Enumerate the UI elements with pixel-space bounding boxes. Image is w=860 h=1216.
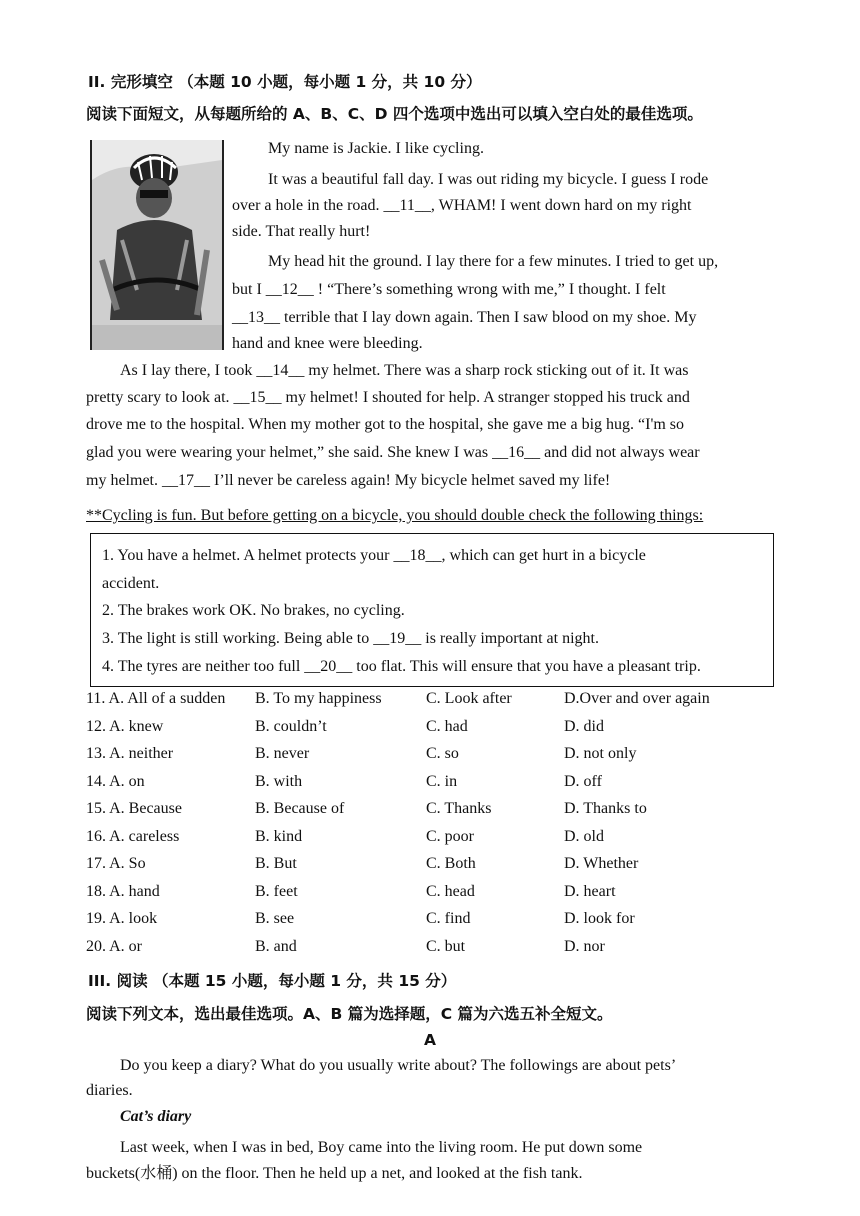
option-b: B. To my happiness — [255, 690, 382, 707]
option-b: B. couldn’t — [255, 717, 327, 735]
passage-line: glad you were wearing your helmet,” she said. She knew I was __16__ and did not always wear — [86, 444, 700, 461]
option-a: 20. A. or — [86, 937, 142, 955]
tips-item: 4. The tyres are neither too full __20__ too flat. This will ensure that you have a pleasant trip. — [102, 658, 701, 675]
passage-line: pretty scary to look at. __15__ my helmet! I shouted for help. A stranger stopped his truck and — [86, 389, 690, 406]
passage-line: My name is Jackie. I like cycling. — [268, 140, 484, 157]
option-a: 17. A. So — [86, 855, 146, 872]
option-b: B. feet — [255, 882, 298, 900]
cyclist-illustration — [92, 140, 222, 350]
option-d: D. Thanks to — [564, 800, 647, 817]
section2-instruction: 阅读下面短文，从每题所给的 A、B、C、D 四个选项中选出可以填入空白处的最佳选项。 — [86, 105, 703, 123]
passage-line: drove me to the hospital. When my mother got to the hospital, she gave me a big hug. “I'm so — [86, 416, 685, 433]
passage-line: It was a beautiful fall day. I was out riding my bicycle. I guess I rode — [268, 171, 709, 188]
option-c: C. poor — [426, 827, 474, 845]
diary-line: buckets(水桶) on the floor. Then he held up a net, and looked at the fish tank. — [86, 1165, 583, 1182]
option-b: B. with — [255, 772, 303, 790]
option-a: 11. A. All of a sudden — [86, 690, 226, 707]
option-b: B. But — [255, 855, 297, 872]
option-d: D.Over and over again — [564, 690, 710, 707]
section2-heading: II. 完形填空 （本题 10 小题，每小题 1 分，共 10 分） — [88, 73, 482, 91]
tips-intro: **Cycling is fun. But before getting on a bicycle, you should double check the following things: — [86, 507, 704, 524]
option-c: C. find — [426, 910, 471, 927]
passage-line: my helmet. __17__ I’ll never be careless again! My bicycle helmet saved my life! — [86, 472, 611, 489]
diary-subtitle: Cat’s diary — [120, 1108, 192, 1125]
cyclist-photo — [90, 140, 224, 350]
passage-line: side. That really hurt! — [232, 223, 371, 240]
option-b: B. kind — [255, 827, 303, 845]
section3-instruction: 阅读下列文本，选出最佳选项。A、B 篇为选择题，C 篇为六选五补全短文。 — [86, 1005, 613, 1023]
option-d: D. Whether — [564, 855, 639, 872]
option-c: C. but — [426, 937, 466, 955]
passage-line: hand and knee were bleeding. — [232, 335, 423, 352]
option-d: D. look for — [564, 910, 635, 927]
option-b: B. never — [255, 745, 310, 762]
tips-item: 1. You have a helmet. A helmet protects your __18__, which can get hurt in a bicycle — [102, 547, 646, 564]
option-a: 12. A. knew — [86, 717, 164, 735]
intro-line: diaries. — [86, 1082, 133, 1099]
option-d: D. off — [564, 772, 602, 790]
option-c: C. Thanks — [426, 800, 492, 817]
passage-line: As I lay there, I took __14__ my helmet. There was a sharp rock sticking out of it. It was — [120, 362, 689, 379]
option-b: B. see — [255, 910, 295, 927]
option-a: 19. A. look — [86, 910, 158, 927]
option-a: 15. A. Because — [86, 800, 182, 817]
option-c: C. head — [426, 882, 475, 900]
passage-line: over a hole in the road. __11__, WHAM! I went down hard on my right — [232, 197, 692, 214]
intro-line: Do you keep a diary? What do you usually write about? The followings are about pets’ — [120, 1057, 677, 1074]
option-d: D. nor — [564, 937, 605, 955]
option-a: 13. A. neither — [86, 745, 174, 762]
option-d: D. did — [564, 717, 604, 735]
passage-line: __13__ terrible that I lay down again. Then I saw blood on my shoe. My — [232, 309, 697, 326]
tips-item: 3. The light is still working. Being able to __19__ is really important at night. — [102, 630, 599, 647]
option-c: C. had — [426, 717, 468, 735]
option-d: D. heart — [564, 882, 616, 900]
option-c: C. in — [426, 772, 458, 790]
passage-line: My head hit the ground. I lay there for a few minutes. I tried to get up, — [268, 253, 719, 270]
passage-line: but I __12__ ! “There’s something wrong with me,” I thought. I felt — [232, 281, 666, 298]
option-c: C. Look after — [426, 690, 512, 707]
option-d: D. old — [564, 827, 604, 845]
option-a: 14. A. on — [86, 772, 145, 790]
option-b: B. Because of — [255, 800, 345, 817]
option-c: C. so — [426, 745, 459, 762]
option-d: D. not only — [564, 745, 637, 762]
option-c: C. Both — [426, 855, 476, 872]
option-b: B. and — [255, 937, 297, 955]
option-a: 16. A. careless — [86, 827, 180, 845]
section3-heading: III. 阅读 （本题 15 小题，每小题 1 分，共 15 分） — [88, 972, 457, 990]
part-label: A — [424, 1031, 436, 1049]
tips-item: 2. The brakes work OK. No brakes, no cycling. — [102, 602, 405, 619]
diary-line: Last week, when I was in bed, Boy came into the living room. He put down some — [120, 1139, 643, 1156]
option-a: 18. A. hand — [86, 882, 160, 900]
tips-item: accident. — [102, 575, 160, 592]
